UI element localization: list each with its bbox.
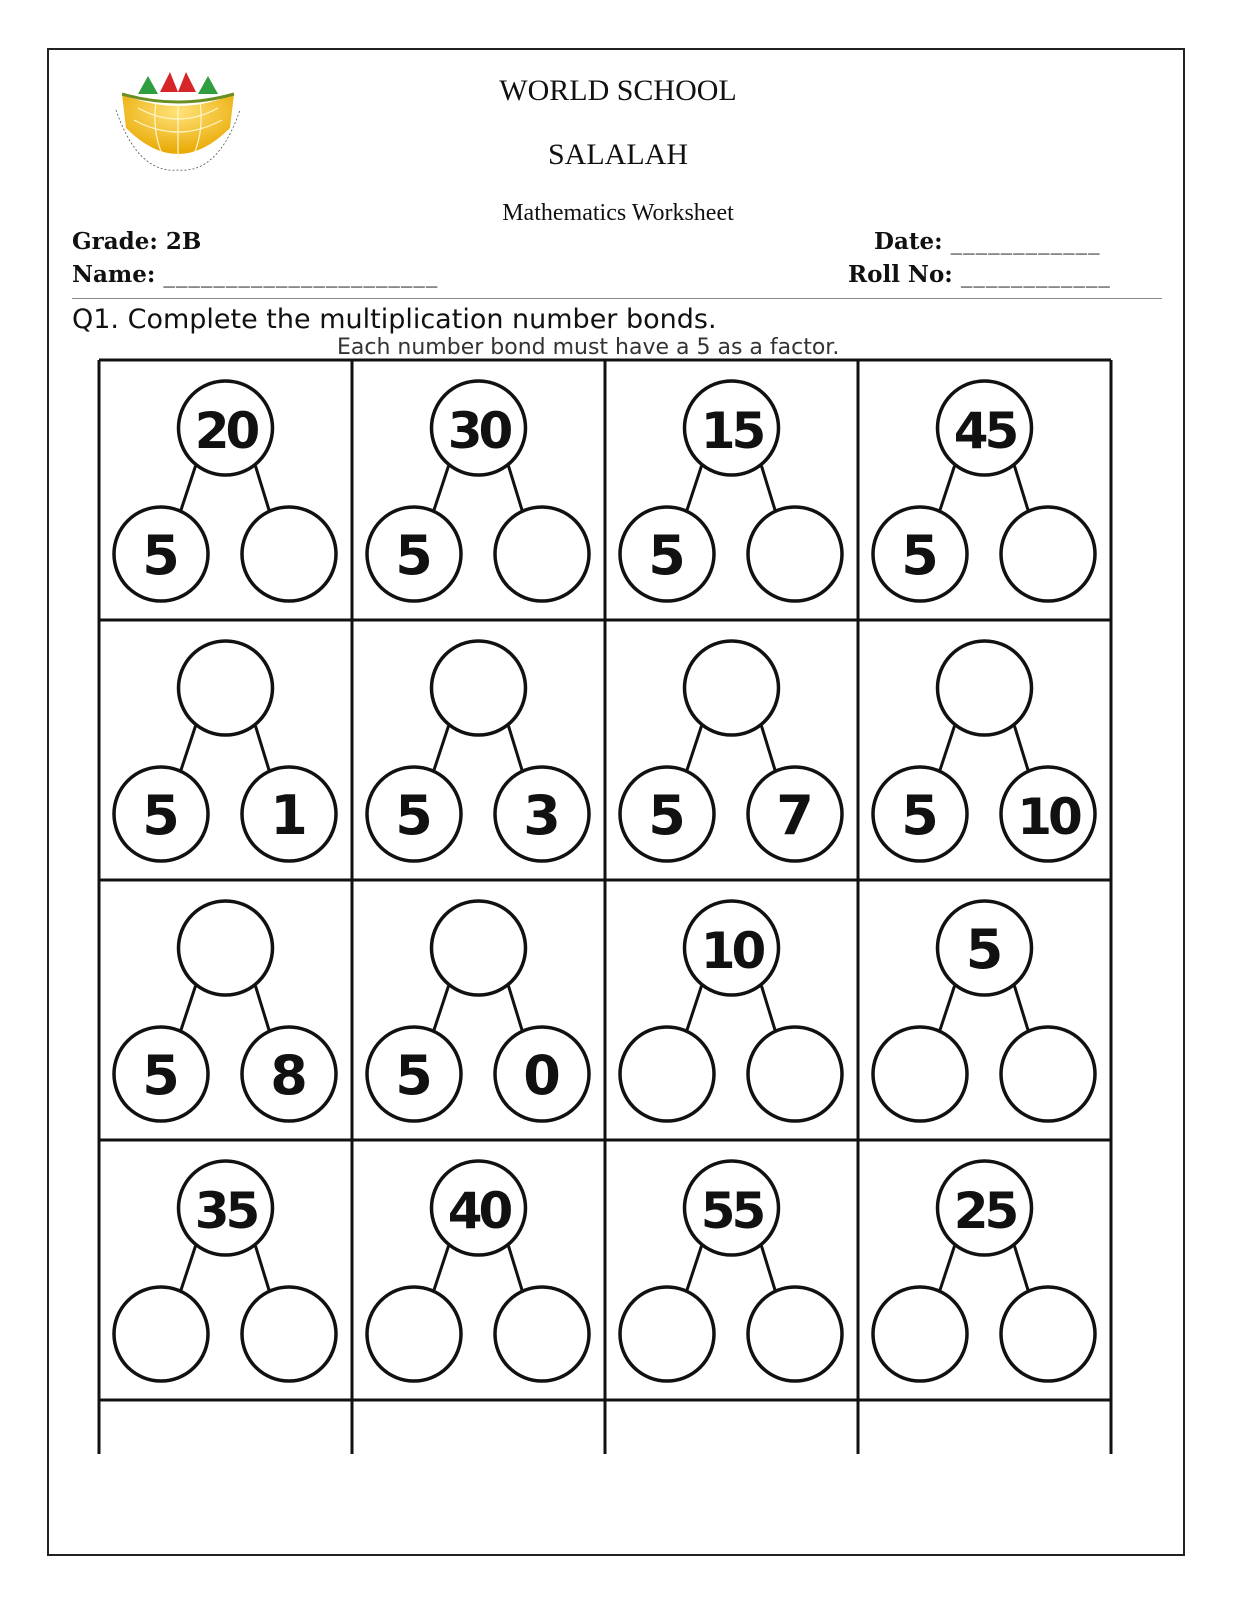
bond-number-top: 25 (953, 1182, 1016, 1240)
bond-circle-right[interactable] (748, 507, 842, 601)
bond-connector (687, 986, 702, 1030)
bond-number-right: 3 (523, 784, 561, 847)
bond-number-top: 15 (700, 402, 763, 460)
grade-field (72, 228, 201, 255)
bond-circle-right[interactable] (242, 507, 336, 601)
bond-number-left: 5 (901, 784, 939, 847)
name-blank[interactable]: ______________________ (163, 262, 439, 288)
bond-connector (1015, 986, 1029, 1030)
bond-circle-top[interactable] (432, 641, 526, 735)
bond-number-top: 35 (194, 1182, 257, 1240)
date-field[interactable] (874, 228, 1101, 255)
bond-number-top: 20 (194, 402, 257, 460)
bond-number-left: 5 (648, 524, 686, 587)
bond-circle-right[interactable] (1001, 1027, 1095, 1121)
bond-number-top: 45 (953, 402, 1016, 460)
bond-circle-right[interactable] (1001, 1287, 1095, 1381)
bond-number-top: 5 (965, 918, 1004, 981)
bond-number-top: 55 (700, 1182, 763, 1240)
name-label: Name: (72, 261, 156, 288)
bond-number-left: 5 (142, 1044, 180, 1107)
bond-connector (762, 1246, 776, 1290)
bond-connector (256, 726, 270, 770)
bond-number-top: 10 (700, 922, 763, 980)
bond-circle-right[interactable] (495, 1287, 589, 1381)
bond-connector (256, 986, 270, 1030)
bond-connector (434, 726, 449, 770)
bond-number-left: 5 (142, 524, 180, 587)
bond-number-left: 5 (395, 784, 433, 847)
bond-connector (256, 466, 270, 510)
bond-circle-top[interactable] (685, 641, 779, 735)
bond-number-top: 30 (447, 402, 510, 460)
bond-circle-right[interactable] (748, 1287, 842, 1381)
bond-connector (181, 1246, 196, 1290)
bond-circle-left[interactable] (873, 1027, 967, 1121)
bond-connector (1015, 726, 1029, 770)
bond-connector (1015, 466, 1029, 510)
bond-circle-top[interactable] (179, 641, 273, 735)
bond-circle-left[interactable] (620, 1287, 714, 1381)
bond-circle-right[interactable] (495, 507, 589, 601)
bond-connector (687, 726, 702, 770)
bond-number-right: 8 (270, 1044, 308, 1107)
date-label: Date: (874, 228, 943, 255)
bond-number-right: 10 (1017, 788, 1079, 846)
bond-number-left: 5 (142, 784, 180, 847)
bond-circle-top[interactable] (938, 641, 1032, 735)
bond-circle-right[interactable] (748, 1027, 842, 1121)
bond-circle-left[interactable] (114, 1287, 208, 1381)
bond-circle-top[interactable] (432, 901, 526, 995)
school-city: SALALAH (548, 138, 688, 171)
bond-connector (509, 726, 523, 770)
bond-number-right: 1 (270, 784, 308, 847)
bond-connector (181, 466, 196, 510)
bond-number-right: 7 (776, 784, 814, 847)
roll-blank[interactable]: ____________ (960, 262, 1111, 288)
bond-connector (687, 466, 702, 510)
date-blank[interactable]: ____________ (950, 229, 1101, 255)
roll-label: Roll No: (848, 261, 953, 288)
bond-connector (181, 986, 196, 1030)
bond-connector (434, 986, 449, 1030)
bond-number-right: 0 (523, 1044, 561, 1107)
bond-connector (762, 986, 776, 1030)
grade-value: 2B (165, 228, 202, 255)
bond-connector (434, 466, 449, 510)
bond-circle-right[interactable] (1001, 507, 1095, 601)
bond-connector (762, 466, 776, 510)
bond-connector (940, 466, 955, 510)
bond-number-top: 40 (447, 1182, 510, 1240)
roll-field[interactable] (848, 261, 1111, 288)
worksheet-title: Mathematics Worksheet (502, 200, 734, 226)
bond-connector (509, 466, 523, 510)
bond-circle-top[interactable] (179, 901, 273, 995)
bond-connector (940, 726, 955, 770)
bond-connector (509, 1246, 523, 1290)
bond-connector (940, 1246, 955, 1290)
name-field[interactable] (72, 261, 438, 288)
bond-number-left: 5 (395, 524, 433, 587)
header-divider (72, 298, 1162, 299)
bond-circle-left[interactable] (873, 1287, 967, 1381)
bond-connector (256, 1246, 270, 1290)
bond-connector (181, 726, 196, 770)
school-name: WORLD SCHOOL (499, 74, 737, 107)
bond-circle-right[interactable] (242, 1287, 336, 1381)
bond-circle-left[interactable] (367, 1287, 461, 1381)
question-text: Q1. Complete the multiplication number bonds. (72, 304, 717, 335)
instruction-text: Each number bond must have a 5 as a factor. (337, 335, 840, 360)
bond-connector (940, 986, 955, 1030)
bond-connector (687, 1246, 702, 1290)
number-bond-grid (97, 335, 1113, 1414)
bond-connector (434, 1246, 449, 1290)
bond-number-left: 5 (395, 1044, 433, 1107)
bond-connector (762, 726, 776, 770)
bond-circle-left[interactable] (620, 1027, 714, 1121)
bond-connector (509, 986, 523, 1030)
grade-label: Grade: (72, 228, 158, 255)
bond-number-left: 5 (648, 784, 686, 847)
bond-connector (1015, 1246, 1029, 1290)
bond-number-left: 5 (901, 524, 939, 587)
